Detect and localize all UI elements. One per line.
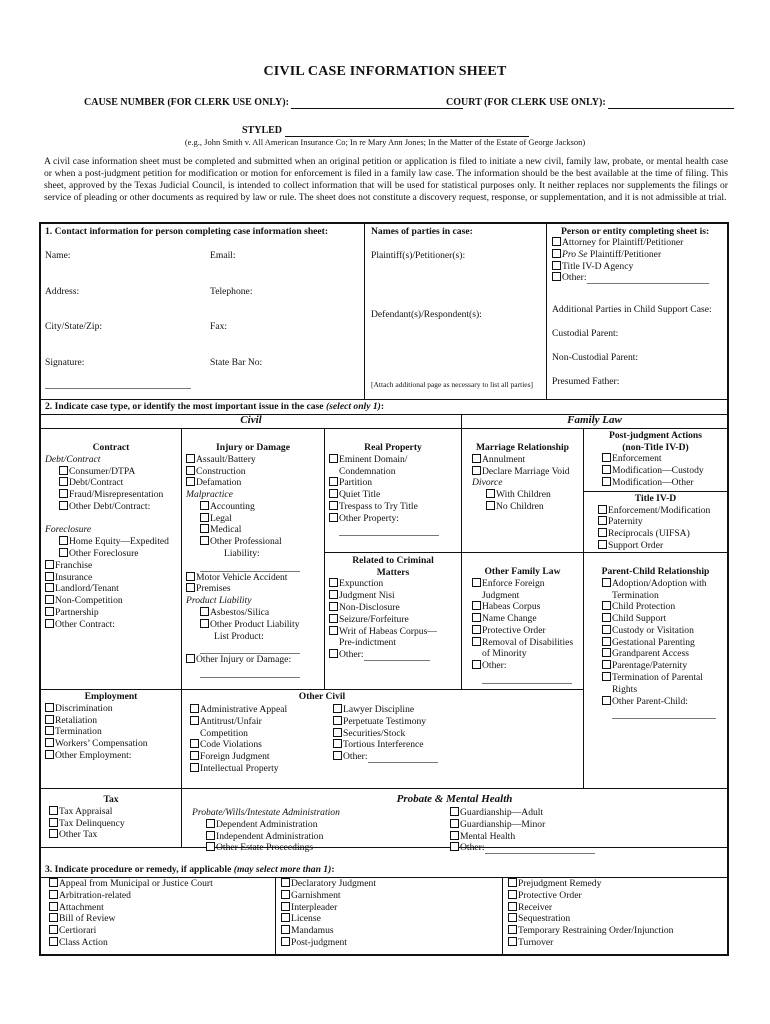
additional-parties-label: Additional Parties in Child Support Case: (552, 304, 712, 315)
checkbox[interactable] (472, 637, 481, 646)
checkbox[interactable] (472, 625, 481, 634)
noncustodial-parent-field[interactable]: Non-Custodial Parent: (552, 352, 639, 363)
attachment-option[interactable]: Attachment (49, 902, 213, 914)
checkbox[interactable] (186, 454, 195, 463)
license-option[interactable]: License (281, 913, 376, 925)
partnership-option[interactable]: Partnership (45, 607, 181, 619)
child-protection-option[interactable]: Child Protection (602, 601, 727, 613)
defendant-field[interactable]: Defendant(s)/Respondent(s): (371, 309, 482, 320)
section-1-heading: 1. Contact information for person completing case information sheet: (45, 226, 329, 237)
checkbox[interactable] (508, 925, 517, 934)
parties-heading: Names of parties in case: (371, 226, 473, 237)
tortious-interference-option[interactable]: Tortious Interference (333, 739, 438, 751)
checkbox[interactable] (598, 516, 607, 525)
checkbox[interactable] (552, 249, 561, 258)
other-parent-child-option[interactable]: Other Parent-Child: (602, 696, 727, 708)
checkbox[interactable] (333, 739, 342, 748)
checkbox[interactable] (49, 913, 58, 922)
class-action-option[interactable]: Class Action (49, 937, 213, 949)
checkbox[interactable] (329, 602, 338, 611)
other-contract-option[interactable]: Other Contract: (45, 619, 181, 631)
styled-line (242, 125, 529, 137)
checkbox[interactable] (206, 831, 215, 840)
checkbox[interactable] (602, 660, 611, 669)
checkbox[interactable] (281, 913, 290, 922)
other-property-option[interactable]: Other Property: (329, 513, 461, 525)
assault-battery-option[interactable]: Assault/Battery (186, 454, 324, 466)
receiver-option[interactable]: Receiver (508, 902, 673, 914)
franchise-option[interactable]: Franchise (45, 560, 181, 572)
checkbox[interactable] (45, 738, 54, 747)
appeal-option[interactable]: Appeal from Municipal or Justice Court (49, 878, 213, 890)
parent-child-heading: Parent-Child Relationship (601, 566, 710, 577)
checkbox[interactable] (59, 477, 68, 486)
presumed-father-field[interactable]: Presumed Father: (552, 376, 620, 387)
checkbox[interactable] (281, 890, 290, 899)
dependent-admin-option[interactable]: Dependent Administration (192, 819, 340, 831)
checkbox[interactable] (602, 637, 611, 646)
checkbox[interactable] (472, 454, 481, 463)
checkbox[interactable] (49, 902, 58, 911)
checkbox[interactable] (598, 540, 607, 549)
checkbox[interactable] (472, 660, 481, 669)
tax-heading: Tax (103, 794, 119, 805)
checkbox[interactable] (329, 590, 338, 599)
checkbox[interactable] (200, 619, 209, 628)
name-change-option[interactable]: Name Change (472, 613, 583, 625)
checkbox[interactable] (200, 524, 209, 533)
checkbox[interactable] (329, 513, 338, 522)
section-2-heading-row (41, 400, 727, 415)
home-equity-option[interactable]: Home Equity—Expedited (45, 536, 181, 548)
fraud-option[interactable]: Fraud/Misrepresentation (45, 489, 181, 501)
other-probate-option[interactable]: Other: (450, 842, 595, 854)
signature-field[interactable]: Signature: (45, 357, 85, 368)
perpetuate-testimony-option[interactable]: Perpetuate Testimony (333, 716, 438, 728)
custody-visitation-option[interactable]: Custody or Visitation (602, 625, 727, 637)
injury-heading: Injury or Damage (216, 442, 290, 453)
checkbox[interactable] (552, 237, 561, 246)
checkbox[interactable] (45, 750, 54, 759)
family-law-header: Family Law (462, 415, 727, 429)
section-3-heading: 3. Indicate procedure or remedy, if applicable (may select more than 1): (45, 864, 335, 875)
checkbox[interactable] (450, 819, 459, 828)
checkbox[interactable] (602, 696, 611, 705)
person-completing-section (547, 224, 727, 400)
post-judgment-option[interactable]: Post-judgment (281, 937, 376, 949)
judgment-nisi-option[interactable]: Judgment Nisi (329, 590, 461, 602)
checkbox[interactable] (45, 572, 54, 581)
name-field[interactable]: Name: (45, 250, 71, 261)
paternity-option[interactable]: Paternity (598, 516, 727, 528)
accounting-option[interactable]: Accounting (186, 501, 324, 513)
post-judgment-column (584, 429, 727, 553)
other-employment-option[interactable]: Other Employment: (45, 750, 181, 762)
administrative-appeal-option[interactable]: Administrative Appeal (190, 704, 287, 716)
custodial-parent-field[interactable]: Custodial Parent: (552, 328, 619, 339)
title-ivd-heading: Title IV-D (584, 491, 727, 505)
other-estate-option[interactable]: Other Estate Proceedings (192, 842, 340, 854)
asbestos-option[interactable]: Asbestos/Silica (186, 607, 324, 619)
checkbox[interactable] (552, 261, 561, 270)
address-field[interactable]: Address: (45, 286, 80, 297)
procedure-remedy-section (41, 848, 727, 954)
discrimination-option[interactable]: Discrimination (45, 703, 181, 715)
checkbox[interactable] (45, 583, 54, 592)
declaratory-judgment-option[interactable]: Declaratory Judgment (281, 878, 376, 890)
checkbox[interactable] (59, 548, 68, 557)
checkbox[interactable] (472, 578, 481, 587)
modification-custody-option[interactable]: Modification—Custody (602, 465, 727, 477)
checkbox[interactable] (186, 572, 195, 581)
quiet-title-option[interactable]: Quiet Title (329, 489, 461, 501)
debt-contract-option[interactable]: Debt/Contract (45, 477, 181, 489)
checkbox[interactable] (190, 704, 199, 713)
checkbox[interactable] (281, 902, 290, 911)
checkbox[interactable] (598, 505, 607, 514)
real-property-heading: Real Property (364, 442, 422, 453)
code-violations-option[interactable]: Code Violations (190, 739, 287, 751)
checkbox[interactable] (329, 477, 338, 486)
turnover-option[interactable]: Turnover (508, 937, 673, 949)
checkbox[interactable] (59, 466, 68, 475)
criminal-matters-column: Related to Criminal Matters Expunction Judgment Nisi Non-Disclosure Seizure/Forfeiture Writ of Habeas Corpus— Pre-indictment Other: (325, 553, 462, 690)
checkbox[interactable] (472, 601, 481, 610)
contract-heading: Contract (92, 442, 130, 453)
habeas-corpus-option[interactable]: Writ of Habeas Corpus— (329, 626, 461, 638)
tro-injunction-option[interactable]: Temporary Restraining Order/Injunction (508, 925, 673, 937)
employment-column (41, 690, 182, 789)
with-children-option[interactable]: With Children (472, 489, 583, 501)
removal-disabilities-option[interactable]: Removal of Disabilities (472, 637, 583, 649)
checkbox[interactable] (200, 513, 209, 522)
trespass-option[interactable]: Trespass to Try Title (329, 501, 461, 513)
gestational-parenting-option[interactable]: Gestational Parenting (602, 637, 727, 649)
checkbox[interactable] (508, 913, 517, 922)
interpleader-option[interactable]: Interpleader (281, 902, 376, 914)
cause-number-field[interactable] (291, 99, 463, 109)
retaliation-option[interactable]: Retaliation (45, 715, 181, 727)
checkbox[interactable] (49, 806, 58, 815)
checkbox[interactable] (49, 890, 58, 899)
enforcement-modification-option[interactable]: Enforcement/Modification (598, 505, 727, 517)
signature-line[interactable] (45, 388, 191, 389)
checkbox[interactable] (508, 890, 517, 899)
checkbox[interactable] (472, 466, 481, 475)
checkbox[interactable] (508, 878, 517, 887)
checkbox[interactable] (508, 902, 517, 911)
intellectual-property-option[interactable]: Intellectual Property (190, 763, 287, 775)
checkbox[interactable] (472, 613, 481, 622)
checkbox[interactable] (329, 454, 338, 463)
checkbox[interactable] (206, 819, 215, 828)
marriage-heading: Marriage Relationship (476, 442, 569, 453)
checkbox[interactable] (329, 626, 338, 635)
garnishment-option[interactable]: Garnishment (281, 890, 376, 902)
court-line (446, 97, 734, 109)
checkbox[interactable] (486, 501, 495, 510)
medical-option[interactable]: Medical (186, 524, 324, 536)
lawyer-discipline-option[interactable]: Lawyer Discipline (333, 704, 438, 716)
checkbox[interactable] (329, 489, 338, 498)
checkbox[interactable] (45, 715, 54, 724)
styled-example: (e.g., John Smith v. All American Insurance Co; In re Mary Ann Jones; In the Matter of the Estate of George Jackson) (184, 137, 586, 147)
checkbox[interactable] (200, 501, 209, 510)
checkbox[interactable] (602, 453, 611, 462)
workers-comp-option[interactable]: Workers’ Compensation (45, 738, 181, 750)
insurance-option[interactable]: Insurance (45, 572, 181, 584)
section-2-heading: 2. Indicate case type, or identify the most important issue in the case (select only 1): (45, 401, 385, 412)
real-property-column: Real Property Eminent Domain/ Condemnation Partition Quiet Title Trespass to Try Title Other Property: (325, 429, 462, 553)
checkbox[interactable] (49, 878, 58, 887)
non-competition-option[interactable]: Non-Competition (45, 595, 181, 607)
criminal-heading-2: Matters (376, 566, 410, 578)
checkbox[interactable] (59, 489, 68, 498)
habeas-option[interactable]: Habeas Corpus (472, 601, 583, 613)
checkbox[interactable] (552, 272, 561, 281)
support-order-option[interactable]: Support Order (598, 540, 727, 552)
court-label: COURT (FOR CLERK USE ONLY): (446, 97, 606, 108)
checkbox[interactable] (508, 937, 517, 946)
landlord-tenant-option[interactable]: Landlord/Tenant (45, 583, 181, 595)
checkbox[interactable] (49, 937, 58, 946)
termination-option[interactable]: Termination (45, 726, 181, 738)
annulment-option[interactable]: Annulment (472, 454, 583, 466)
antitrust-option[interactable]: Antitrust/Unfair (190, 716, 287, 728)
sequestration-option[interactable]: Sequestration (508, 913, 673, 925)
marriage-relationship-column: Marriage Relationship Annulment Declare Marriage Void Divorce With Children No Children (462, 429, 584, 553)
pro-se-option[interactable]: Pro Se Plaintiff/Petitioner (552, 249, 709, 261)
adoption-option[interactable]: Adoption/Adoption with (602, 578, 727, 590)
construction-option[interactable]: Construction (186, 466, 324, 478)
checkbox[interactable] (329, 578, 338, 587)
termination-parental-option[interactable]: Termination of Parental (602, 672, 727, 684)
certiorari-option[interactable]: Certiorari (49, 925, 213, 937)
contract-column: Contract Debt/Contract Consumer/DTPA Debt/Contract Fraud/Misrepresentation Other Debt/Contract: Foreclosure Home Equity—Expedited Other Foreclosure Franchise Insurance Landlord/Tenant Non-Competition Partnership Other Contract: (41, 429, 182, 690)
checkbox[interactable] (602, 648, 611, 657)
other-foreclosure-option[interactable]: Other Foreclosure (45, 548, 181, 560)
parties-section (365, 224, 547, 400)
no-children-option[interactable]: No Children (472, 501, 583, 513)
post-judgment-heading-1: Post-judgment Actions (608, 430, 702, 441)
title-ivd-agency-option[interactable]: Title IV-D Agency (552, 261, 709, 273)
employment-heading: Employment (84, 691, 138, 702)
foreign-judgment-option[interactable]: Foreign Judgment (190, 751, 287, 763)
checkbox[interactable] (333, 716, 342, 725)
grandparent-access-option[interactable]: Grandparent Access (602, 648, 727, 660)
checkbox[interactable] (598, 528, 607, 537)
mental-health-option[interactable]: Mental Health (450, 831, 595, 843)
person-heading: Person or entity completing sheet is: (561, 226, 710, 237)
arbitration-option[interactable]: Arbitration-related (49, 890, 213, 902)
reciprocals-option[interactable]: Reciprocals (UIFSA) (598, 528, 727, 540)
styled-label: STYLED (242, 125, 283, 136)
other-family-option[interactable]: Other: (472, 660, 583, 672)
securities-option[interactable]: Securities/Stock (333, 728, 438, 740)
state-bar-field[interactable]: State Bar No: (210, 357, 263, 368)
tax-delinquency-option[interactable]: Tax Delinquency (49, 818, 181, 830)
form-title: CIVIL CASE INFORMATION SHEET (263, 64, 507, 79)
checkbox[interactable] (329, 649, 338, 658)
checkbox[interactable] (602, 601, 611, 610)
seizure-option[interactable]: Seizure/Forfeiture (329, 614, 461, 626)
checkbox[interactable] (281, 937, 290, 946)
guardianship-minor-option[interactable]: Guardianship—Minor (450, 819, 595, 831)
checkbox[interactable] (333, 704, 342, 713)
checkbox[interactable] (329, 614, 338, 623)
other-criminal-option[interactable]: Other: (329, 649, 461, 661)
telephone-field[interactable]: Telephone: (210, 286, 253, 297)
checkbox[interactable] (281, 878, 290, 887)
checkbox[interactable] (49, 925, 58, 934)
checkbox[interactable] (186, 466, 195, 475)
other-civil-heading: Other Civil (298, 691, 346, 702)
protective-order-option[interactable]: Protective Order (472, 625, 583, 637)
checkbox[interactable] (190, 716, 199, 725)
checkbox[interactable] (333, 728, 342, 737)
contact-info-section (41, 224, 365, 400)
checkbox[interactable] (186, 583, 195, 592)
other-person-option[interactable]: Other: (552, 272, 709, 284)
checkbox[interactable] (602, 477, 611, 486)
fax-field[interactable]: Fax: (210, 321, 228, 332)
checkbox[interactable] (45, 560, 54, 569)
enforcement-option[interactable]: Enforcement (602, 453, 727, 465)
legal-option[interactable]: Legal (186, 513, 324, 525)
checkbox[interactable] (200, 607, 209, 616)
other-injury-option[interactable]: Other Injury or Damage: (186, 654, 324, 666)
non-disclosure-option[interactable]: Non-Disclosure (329, 602, 461, 614)
criminal-heading-1: Related to Criminal (352, 555, 434, 566)
checkbox[interactable] (59, 501, 68, 510)
checkbox[interactable] (186, 654, 195, 663)
attach-note: [Attach additional page as necessary to list all parties] (371, 380, 534, 389)
checkbox[interactable] (450, 807, 459, 816)
post-judgment-heading-2: (non-Title IV-D) (622, 441, 689, 453)
consumer-dtpa-option[interactable]: Consumer/DTPA (45, 466, 181, 478)
prejudgment-remedy-option[interactable]: Prejudgment Remedy (508, 878, 673, 890)
checkbox[interactable] (186, 477, 195, 486)
cause-number-line (84, 97, 463, 109)
checkbox[interactable] (49, 818, 58, 827)
eminent-domain-option[interactable]: Eminent Domain/ (329, 454, 461, 466)
probate-mental-health-section: Probate & Mental Health Probate/Wills/Intestate Administration Dependent Administration Independent Administration Other Estate Proceedings Guardianship—Adult Guardianship—Minor Mental Health Other: (182, 789, 727, 848)
email-field[interactable]: Email: (210, 250, 236, 261)
protective-order-remedy-option[interactable]: Protective Order (508, 890, 673, 902)
plaintiff-field[interactable]: Plaintiff(s)/Petitioner(s): (371, 250, 466, 261)
checkbox[interactable] (45, 703, 54, 712)
checkbox[interactable] (45, 607, 54, 616)
tax-column (41, 789, 182, 848)
checkbox[interactable] (200, 536, 209, 545)
parentage-option[interactable]: Parentage/Paternity (602, 660, 727, 672)
checkbox[interactable] (59, 536, 68, 545)
injury-damage-column: Injury or Damage Assault/Battery Construction Defamation Malpractice Accounting Legal Medical Other Professional Liability: Motor Vehicle Accident Premises Product Liability Asbestos/Silica Other Product Liability List Product: Other Injury or Damage: (182, 429, 325, 690)
attorney-option[interactable]: Attorney for Plaintiff/Petitioner (552, 237, 709, 249)
other-family-heading: Other Family Law (484, 566, 561, 577)
partition-option[interactable]: Partition (329, 477, 461, 489)
other-tax-option[interactable]: Other Tax (49, 829, 181, 841)
checkbox[interactable] (450, 831, 459, 840)
checkbox[interactable] (602, 625, 611, 634)
declare-void-option[interactable]: Declare Marriage Void (472, 466, 583, 478)
checkbox[interactable] (602, 465, 611, 474)
other-civil-option[interactable]: Other: (333, 751, 438, 763)
checkbox[interactable] (45, 619, 54, 628)
checkbox[interactable] (602, 613, 611, 622)
city-state-zip-field[interactable]: City/State/Zip: (45, 321, 103, 332)
styled-field[interactable] (285, 127, 529, 137)
checkbox[interactable] (190, 763, 199, 772)
enforce-foreign-option[interactable]: Enforce Foreign (472, 578, 583, 590)
checkbox[interactable] (190, 751, 199, 760)
parent-child-column: Parent-Child Relationship Adoption/Adoption with Termination Child Protection Child Support Custody or Visitation Gestational Parenting Grandparent Access Parentage/Paternity Termination of Parental Rights Other Parent-Child: (584, 553, 727, 789)
cause-number-label: CAUSE NUMBER (FOR CLERK USE ONLY): (84, 97, 289, 108)
guardianship-adult-option[interactable]: Guardianship—Adult (450, 807, 595, 819)
other-family-law-column: Other Family Law Enforce Foreign Judgment Habeas Corpus Name Change Protective Order Removal of Disabilities of Minority Other: (462, 553, 584, 690)
checkbox[interactable] (45, 726, 54, 735)
court-field[interactable] (608, 99, 734, 109)
civil-header: Civil (41, 415, 462, 429)
mandamus-option[interactable]: Mandamus (281, 925, 376, 937)
case-information-form (39, 222, 729, 956)
bill-of-review-option[interactable]: Bill of Review (49, 913, 213, 925)
expunction-option[interactable]: Expunction (329, 578, 461, 590)
probate-heading: Probate & Mental Health (396, 793, 513, 805)
checkbox[interactable] (329, 501, 338, 510)
checkbox[interactable] (486, 489, 495, 498)
person-options (552, 237, 709, 284)
premises-option[interactable]: Premises (186, 583, 324, 595)
checkbox[interactable] (190, 739, 199, 748)
child-support-option[interactable]: Child Support (602, 613, 727, 625)
checkbox[interactable] (333, 751, 342, 760)
other-product-liability-option[interactable]: Other Product Liability (186, 619, 324, 631)
independent-admin-option[interactable]: Independent Administration (192, 831, 340, 843)
other-debt-option[interactable]: Other Debt/Contract: (45, 501, 181, 513)
checkbox[interactable] (281, 925, 290, 934)
motor-vehicle-option[interactable]: Motor Vehicle Accident (186, 572, 324, 584)
intro-paragraph: A civil case information sheet must be completed and submitted when an original petition or application is filed to initiate a new civil, family law, probate, or mental health case or when a post-judgment petition for modification or motion for enforcement is filed in a family law case. The information should be the best available at the time of filing. This sheet, approved by the Texas Judicial Council, is intended to collect information that will be used for statistical purposes only. It neither replaces nor supplements the filings or service of pleading or other documents as required by law or rule. The sheet does not constitute a discovery request, response, or supplementation, and it is not admissible at trial. (44, 156, 728, 203)
modification-other-option[interactable]: Modification—Other (602, 477, 727, 489)
other-professional-option[interactable]: Other Professional (186, 536, 324, 548)
other-civil-column: Other Civil Administrative Appeal Antitrust/Unfair Competition Code Violations Foreign Judgment Intellectual Property Lawyer Discipline Perpetuate Testimony Securities/Stock Tortious Interference Other: (182, 690, 584, 789)
checkbox[interactable] (602, 672, 611, 681)
checkbox[interactable] (602, 578, 611, 587)
defamation-option[interactable]: Defamation (186, 477, 324, 489)
checkbox[interactable] (45, 595, 54, 604)
tax-appraisal-option[interactable]: Tax Appraisal (49, 806, 181, 818)
checkbox[interactable] (49, 829, 58, 838)
